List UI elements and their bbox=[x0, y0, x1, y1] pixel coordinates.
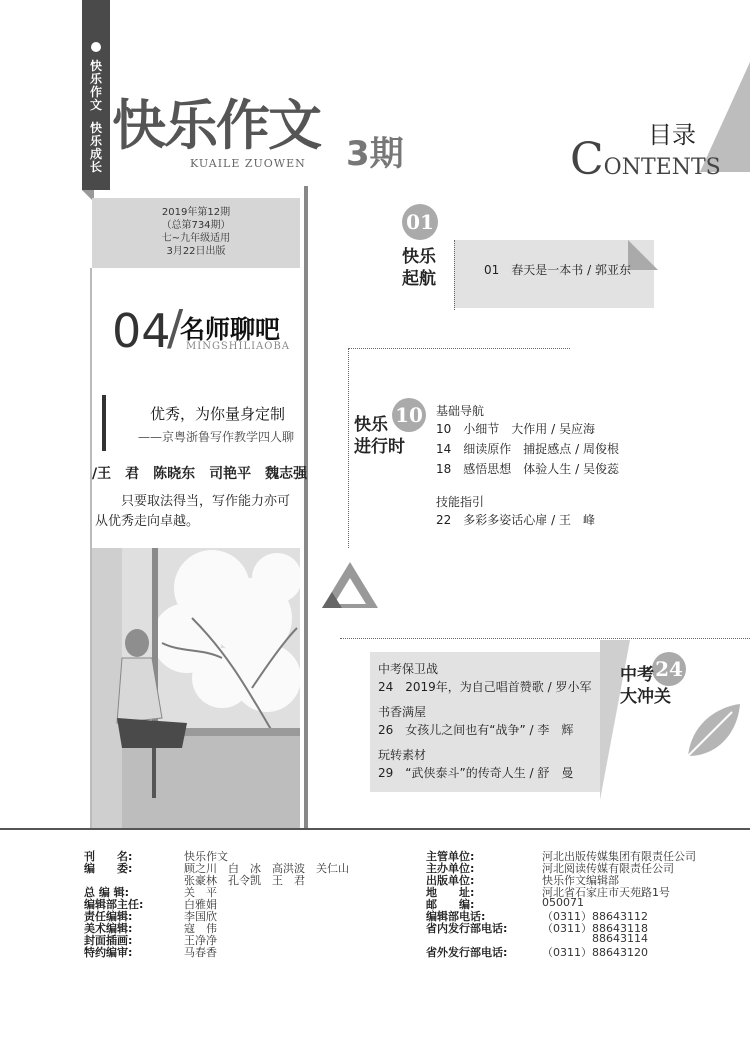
contents-rest: ONTENTS bbox=[603, 155, 721, 180]
toc-item[interactable]: 14 细读原作 捕捉感点 / 周俊根 bbox=[436, 442, 619, 456]
feature-authors: /王 君 陈晓东 司艳平 魏志强 bbox=[92, 466, 308, 482]
feature-headline: 优秀，为你量身定制 bbox=[150, 405, 286, 423]
toc-category: 技能指引 bbox=[436, 495, 485, 509]
logo-pinyin: KUAILE ZUOWEN bbox=[190, 157, 306, 170]
toc-category: 书香满屋 bbox=[378, 705, 427, 719]
slogan-1: 快乐作文 bbox=[89, 59, 102, 112]
section-10-label bbox=[354, 414, 405, 458]
colophon-value: 河北阅读传媒有限责任公司 bbox=[542, 862, 674, 875]
footer-rule bbox=[0, 828, 750, 830]
colophon-value: （0311）88643112 bbox=[542, 910, 648, 923]
colophon-value: 050071 bbox=[542, 896, 584, 909]
cover-illustration bbox=[92, 548, 300, 828]
vertical-slogan-strip bbox=[82, 0, 110, 190]
colophon-label: 主办单位: bbox=[426, 862, 475, 875]
issue-info-line: 3月22日出版 bbox=[166, 246, 226, 257]
feature-section-title: 名师聊吧 bbox=[180, 315, 281, 344]
toc-item[interactable]: 24 2019年，为自己唱首赞歌 / 罗小军 bbox=[378, 680, 592, 694]
colophon-label: 地 址: bbox=[426, 886, 475, 899]
section-01-label-line1: 快乐 bbox=[402, 247, 436, 267]
toc-item[interactable]: 26 女孩儿之间也有“战争” / 李 辉 bbox=[378, 723, 574, 737]
feature-number: 04 bbox=[112, 304, 171, 358]
dotted-rule bbox=[454, 240, 455, 310]
bullet-dot-icon bbox=[91, 42, 101, 52]
toc-item[interactable]: 01 春天是一本书 / 郭亚东 bbox=[484, 263, 631, 277]
feature-subhead: ——京粤浙鲁写作教学四人聊 bbox=[138, 430, 295, 444]
toc-item[interactable]: 22 多彩多姿话心扉 / 王 峰 bbox=[436, 513, 595, 527]
section-10-label-line2: 进行时 bbox=[354, 437, 405, 457]
issue-info-box bbox=[92, 198, 300, 268]
section-24-label bbox=[620, 664, 671, 708]
colophon-label: 出版单位: bbox=[426, 874, 475, 887]
colophon-label: 刊 名: bbox=[84, 850, 133, 863]
colophon-value: 88643114 bbox=[592, 932, 648, 945]
section-01-triangle-icon bbox=[628, 240, 658, 270]
colophon-label: 封面插画: bbox=[84, 934, 133, 947]
colophon-label: 编 委: bbox=[84, 862, 133, 875]
issue-info-line: 2019年第12期 bbox=[161, 207, 231, 218]
feature-intro: 只要取法得当，写作能力亦可从优秀走向卓越。 bbox=[95, 494, 291, 529]
colophon-label: 省外发行部电话: bbox=[426, 946, 508, 959]
colophon-left bbox=[84, 848, 384, 959]
colophon-value: 河北出版传媒集团有限责任公司 bbox=[542, 850, 696, 863]
toc-category: 中考保卫战 bbox=[378, 662, 439, 676]
colophon-value: 快乐作文 bbox=[184, 850, 228, 863]
colophon-value: （0311）88643118 bbox=[542, 922, 648, 935]
toc-item[interactable]: 10 小细节 大作用 / 吴应海 bbox=[436, 422, 595, 436]
toc-category: 基础导航 bbox=[436, 404, 485, 418]
colophon-label: 邮 编: bbox=[426, 898, 475, 911]
section-10-toc bbox=[436, 402, 619, 530]
toc-item[interactable]: 29 “武侠泰斗”的传奇人生 / 舒 曼 bbox=[378, 766, 574, 780]
colophon-value: 马春香 bbox=[184, 946, 217, 959]
colophon-label: 主管单位: bbox=[426, 850, 475, 863]
colophon-value: 李国欣 bbox=[184, 910, 217, 923]
colophon-value: 关 平 bbox=[184, 886, 217, 899]
feature-accent-bar bbox=[102, 395, 106, 451]
section-10-label-line1: 快乐 bbox=[354, 415, 388, 435]
colophon-right bbox=[426, 848, 726, 959]
colophon-label: 特约编审: bbox=[84, 946, 133, 959]
section-24-toc bbox=[378, 660, 591, 783]
feature-section-pinyin: MINGSHILIAOBA bbox=[186, 341, 291, 352]
colophon-label: 责任编辑: bbox=[84, 910, 133, 923]
section-01-label-line2: 起航 bbox=[402, 269, 436, 289]
colophon-label: 编辑部电话: bbox=[426, 910, 486, 923]
issue-info-line: 七~九年级适用 bbox=[161, 233, 231, 244]
dotted-rule bbox=[348, 348, 349, 548]
issue-label: 3期 bbox=[346, 134, 404, 174]
slash-divider: / bbox=[167, 300, 184, 356]
magazine-logo: 快乐作文 bbox=[112, 94, 320, 157]
colophon-value: （0311）88643120 bbox=[542, 946, 648, 959]
column-divider bbox=[304, 186, 308, 828]
section-24-label-line2: 大冲关 bbox=[620, 687, 671, 707]
contents-initial: C bbox=[570, 134, 604, 185]
section-01-badge: 01 bbox=[402, 204, 438, 240]
section-10-badge: 10 bbox=[392, 398, 426, 432]
section-01-label bbox=[402, 246, 436, 290]
colophon-label: 总 编 辑: bbox=[84, 886, 130, 899]
issue-info-line: （总第734期） bbox=[161, 220, 231, 231]
section-24-badge: 24 bbox=[652, 652, 686, 686]
colophon-value: 河北省石家庄市天苑路1号 bbox=[542, 886, 670, 899]
colophon-value: 白雅娟 bbox=[184, 898, 217, 911]
colophon-label: 编辑部主任: bbox=[84, 898, 144, 911]
colophon-label: 省内发行部电话: bbox=[426, 922, 508, 935]
slogan-2: 快乐成长 bbox=[89, 121, 102, 174]
colophon-value: 王净净 bbox=[184, 934, 217, 947]
section-24-label-line1: 中考 bbox=[620, 665, 654, 685]
toc-category: 玩转素材 bbox=[378, 748, 427, 762]
dotted-separator bbox=[348, 348, 570, 349]
brand-triangle-icon bbox=[322, 562, 378, 608]
colophon-value: 快乐作文编辑部 bbox=[542, 874, 619, 887]
colophon-value: 寇 伟 bbox=[184, 922, 217, 935]
colophon-value: 张豪林 孔令凯 王 君 bbox=[184, 874, 305, 887]
colophon-label: 美术编辑: bbox=[84, 922, 133, 935]
dotted-separator bbox=[340, 638, 750, 639]
leaf-icon bbox=[682, 700, 744, 762]
colophon-value: 顾之川 白 冰 高洪波 关仁山 bbox=[184, 862, 349, 875]
toc-item[interactable]: 18 感悟思想 体验人生 / 吴俊蕊 bbox=[436, 462, 619, 476]
toc-title: 目录 bbox=[648, 121, 696, 149]
